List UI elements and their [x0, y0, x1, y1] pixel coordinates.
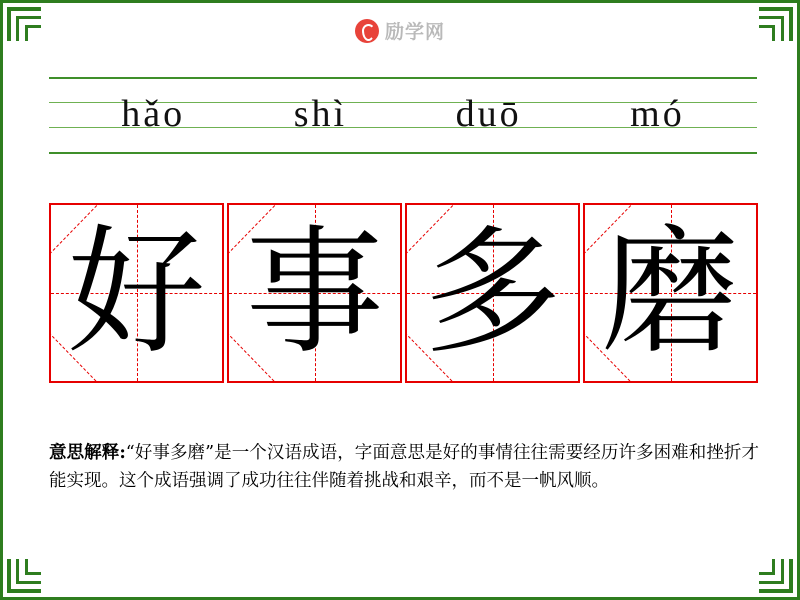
pinyin-syllable: shì: [293, 93, 348, 135]
corner-ornament-top-right: [759, 7, 793, 41]
pinyin-syllable: duō: [455, 93, 522, 135]
brand-logo: [355, 17, 445, 44]
hanzi-character: 磨: [601, 212, 740, 373]
flame-logo-icon: [355, 19, 379, 43]
character-cell: [405, 203, 580, 383]
character-cell: [583, 203, 758, 383]
pinyin-staff: [49, 77, 757, 155]
corner-ornament-top-left: [7, 7, 41, 41]
explanation-text: “好事多磨”是一个汉语成语，字面意思是好的事情往往需要经历许多困难和挫折才能实现。这个成语强调了成功往往伴随着挑战和艰辛，而不是一帆风顺。: [49, 443, 759, 492]
character-cell: [49, 203, 224, 383]
hanzi-character: 好: [67, 212, 206, 373]
explanation-block: [49, 439, 759, 496]
character-grid: [49, 203, 758, 383]
pinyin-row: [49, 77, 757, 155]
hanzi-character: 多: [423, 212, 562, 373]
pinyin-syllable: mó: [630, 93, 685, 135]
hanzi-character: 事: [245, 212, 384, 373]
pinyin-syllable: hǎo: [121, 93, 186, 135]
character-cell: [227, 203, 402, 383]
corner-ornament-bottom-left: [7, 559, 41, 593]
brand-logo-text: 励学网: [384, 22, 446, 43]
corner-ornament-bottom-right: [759, 559, 793, 593]
explanation-label: 意思解释:: [49, 443, 126, 463]
